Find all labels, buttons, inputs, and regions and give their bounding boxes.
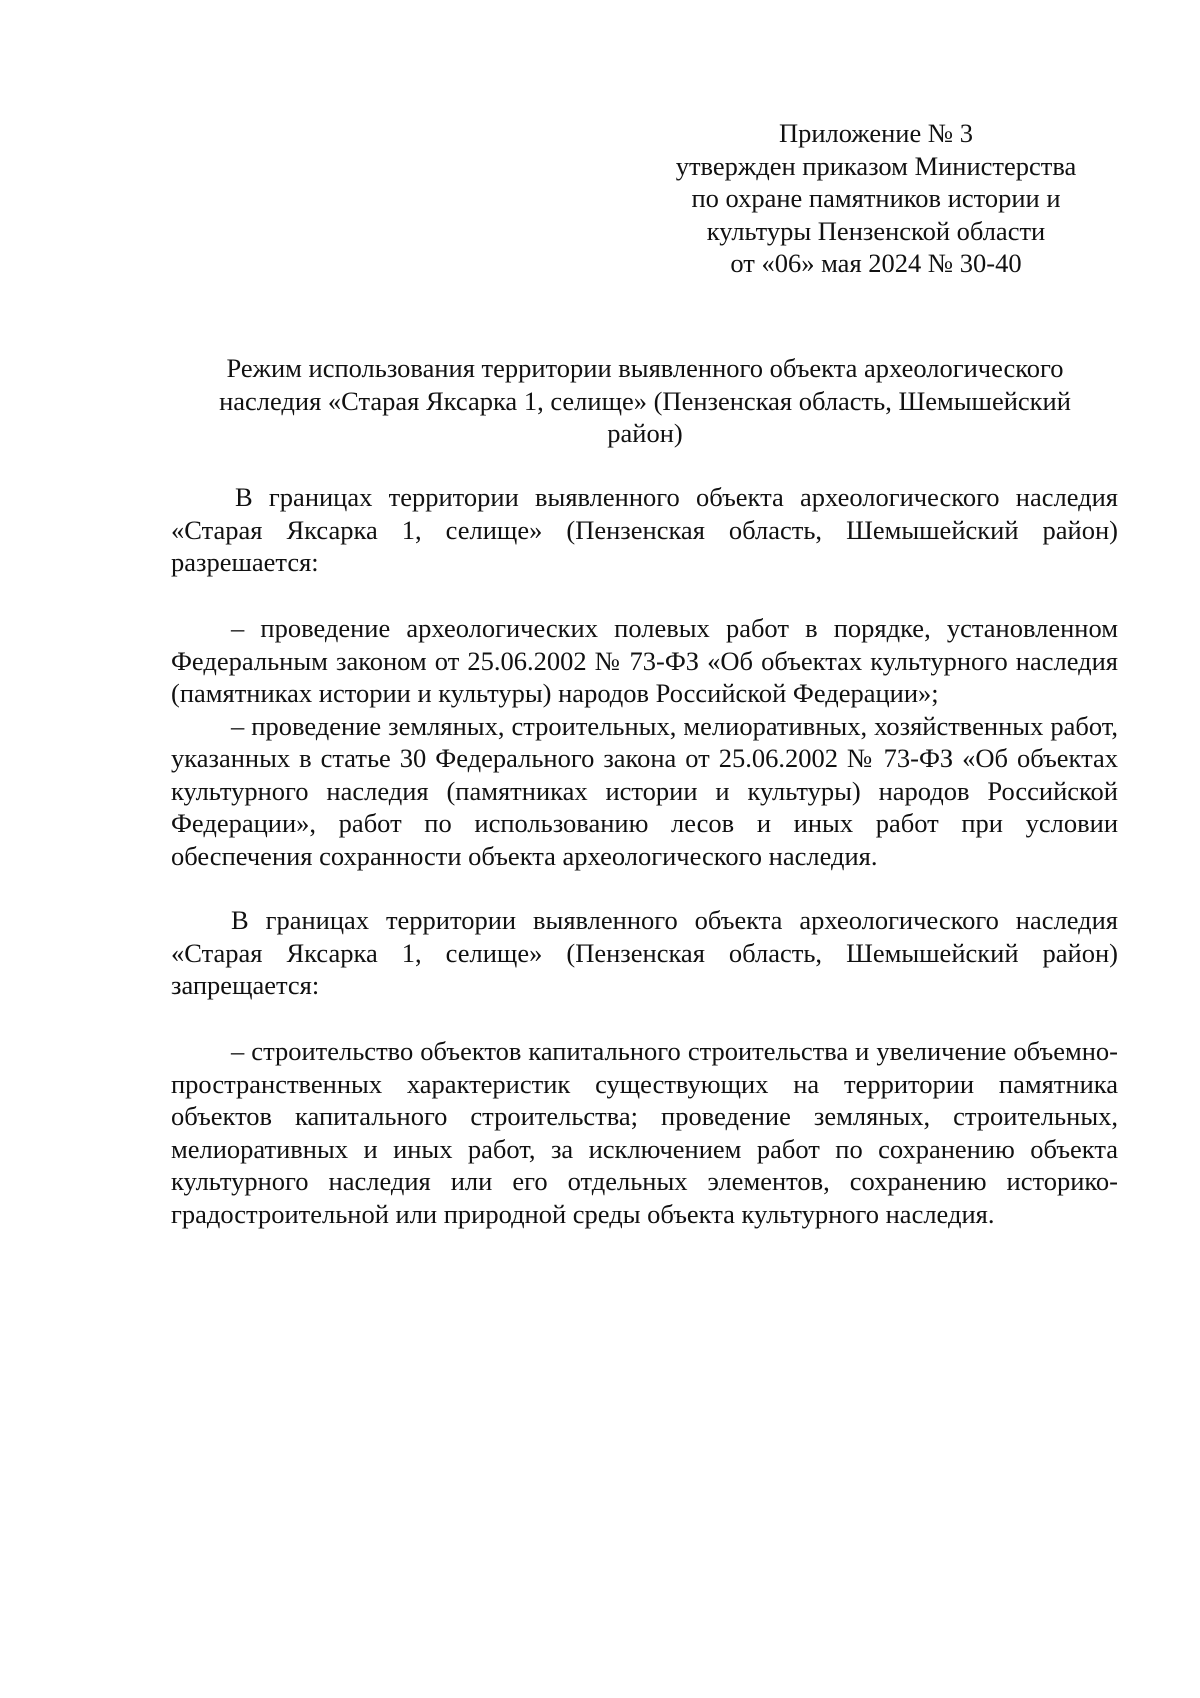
title-line: наследия «Старая Яксарка 1, селище» (Пензенская область, Шемышейский (219, 385, 1071, 416)
allowed-item: – проведение земляных, строительных, мелиоративных, хозяйственных работ, указанных в статье 30 Федерального закона от 25.06.2002 № 73-ФЗ «Об объектах культурного наследия (памятниках истории и культуры) народов Российской Федерации», работ по использованию лесов и иных работ при условии обеспечения сохранности объекта археологического наследия. (171, 710, 1118, 871)
allowed-list (171, 612, 1118, 872)
document-title (170, 352, 1120, 450)
approval-line: утвержден приказом Министерства (675, 150, 1077, 181)
allowed-section (171, 481, 1118, 579)
appendix-number: Приложение № 3 (778, 118, 973, 148)
forbidden-section (171, 904, 1118, 1002)
approval-line: культуры Пензенской области (706, 215, 1046, 246)
forbidden-list (171, 1035, 1118, 1230)
allowed-item: – проведение археологических полевых работ в порядке, установленном Федеральным законом от 25.06.2002 № 73-ФЗ «Об объектах культурного наследия (памятниках истории и культуры) народов Российской Федерации»; (171, 613, 1118, 708)
title-line: Режим использования территории выявленного объекта археологического (226, 353, 1064, 383)
forbidden-item: – строительство объектов капитального строительства и увеличение объемно-пространственных характеристик существующих на территории памятника объектов капитального строительства; проведение земляных, строительных, мелиоративных и иных работ, за исключением работ по сохранению объекта культурного наследия или его отдельных элементов, сохранению историко-градостроительной или природной среды объекта культурного наследия. (171, 1036, 1118, 1229)
forbidden-intro-paragraph: В границах территории выявленного объекта археологического наследия «Старая Яксарка 1, селище» (Пензенская область, Шемышейский район) запрещается: (171, 905, 1118, 1000)
title-line: район) (607, 418, 683, 448)
order-date-number: от «06» мая 2024 № 30-40 (730, 248, 1022, 278)
appendix-header (648, 117, 1104, 280)
approval-line: по охране памятников истории и (691, 183, 1061, 213)
allowed-intro-paragraph: В границах территории выявленного объекта археологического наследия «Старая Яксарка 1, селище» (Пензенская область, Шемышейский район) разрешается: (171, 482, 1118, 577)
